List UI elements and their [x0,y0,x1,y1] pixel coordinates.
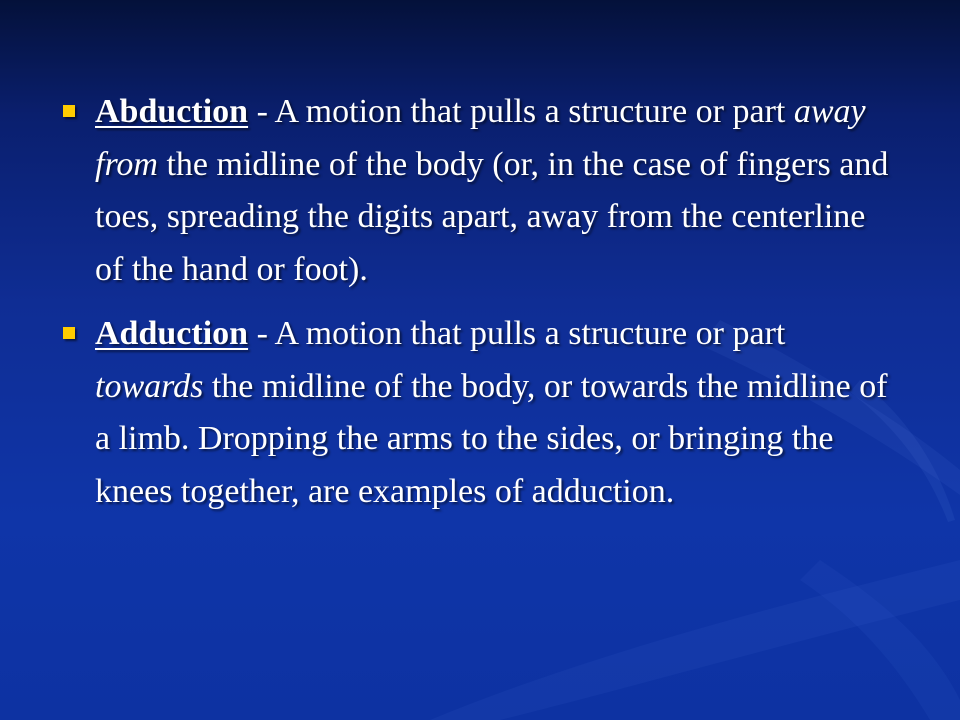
definition-emphasis: towards [95,367,204,405]
square-bullet-icon [63,327,75,339]
bullet-item-abduction [58,86,898,296]
bullet-list [58,86,898,530]
definition-lead: - A motion that pulls a structure or part [248,315,786,352]
definition-emphasis: away from [95,93,866,183]
square-bullet-icon [63,105,75,117]
term-abduction: Abduction [95,93,249,130]
definition-rest: the midline of the body, or towards the midline of a limb. Dropping the arms to the sides, or bringing the knees together, are examples of adduction. [95,367,888,510]
definition-rest: the midline of the body (or, in the case of fingers and toes, spreading the digits apart, away from the centerline of the hand or foot). [95,145,889,288]
bullet-item-adduction [58,308,898,518]
term-adduction: Adduction [95,315,249,352]
definition-lead: - A motion that pulls a structure or part [248,93,794,130]
